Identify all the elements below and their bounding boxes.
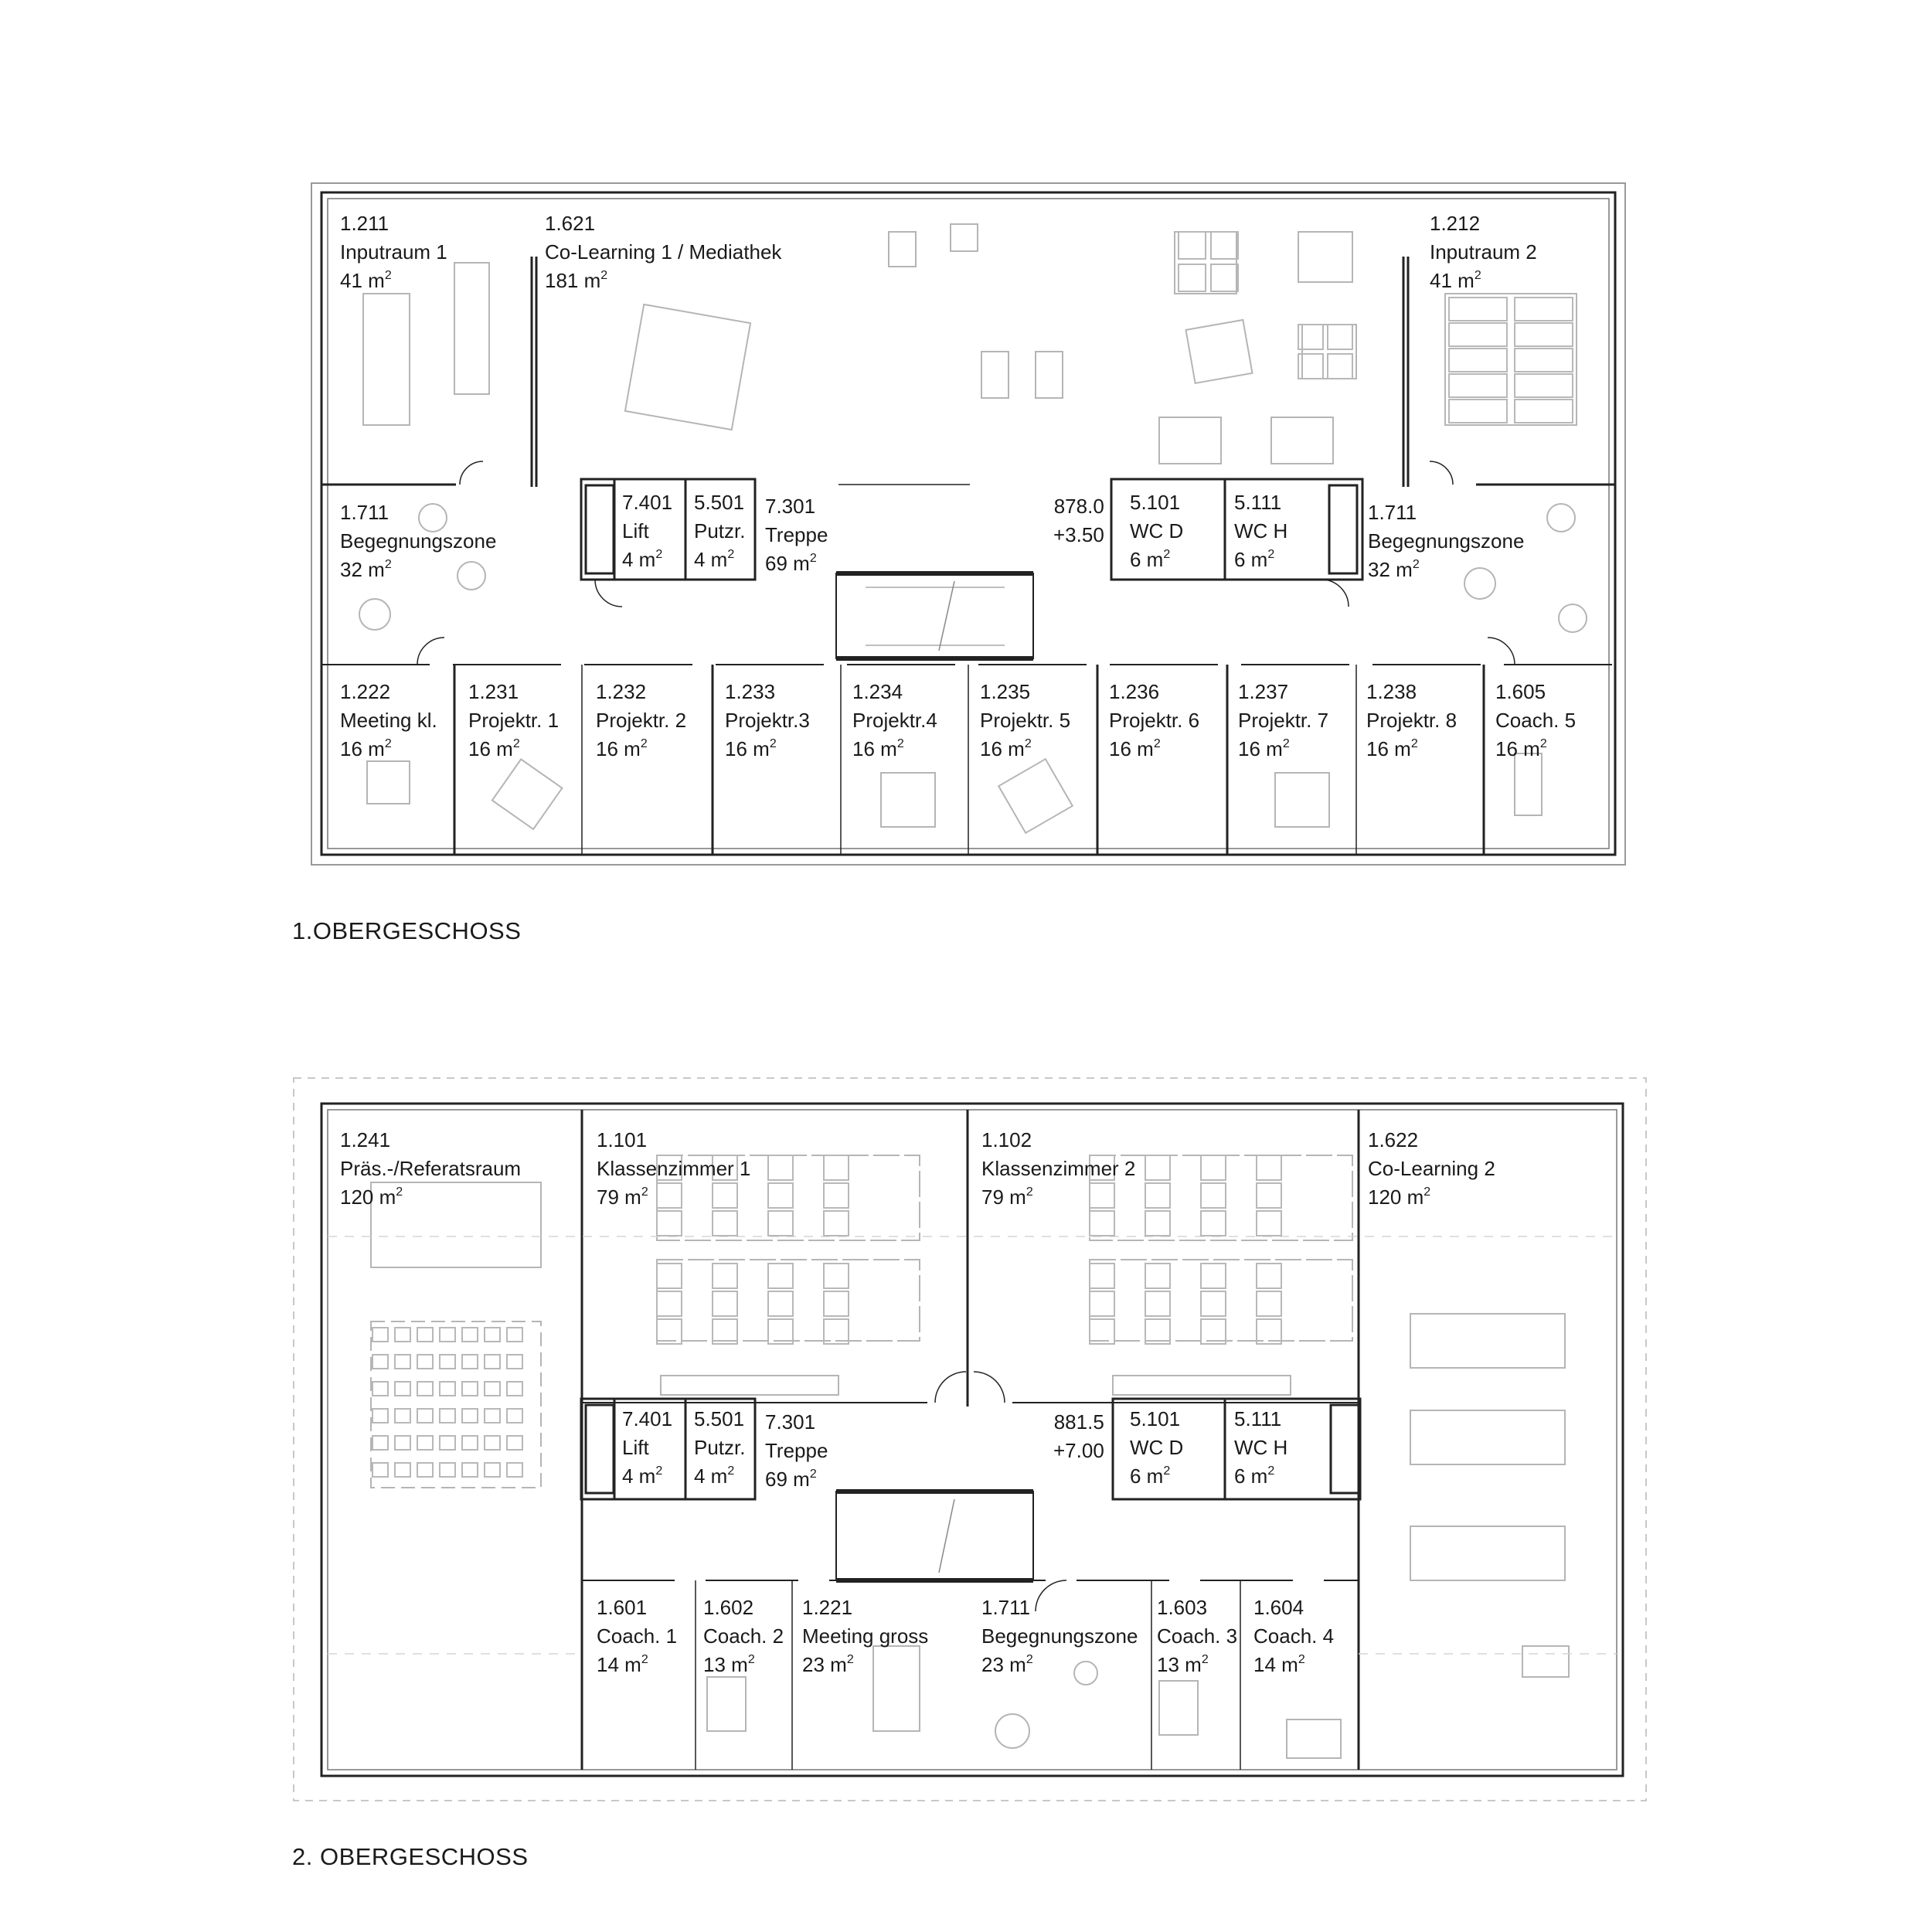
room-1-102 bbox=[981, 1126, 1135, 1212]
room-name: Projektr. 6 bbox=[1109, 709, 1200, 732]
desk bbox=[440, 1328, 455, 1342]
desk bbox=[1145, 1211, 1170, 1236]
room-1-238 bbox=[1366, 678, 1457, 764]
desk bbox=[768, 1155, 793, 1180]
desk bbox=[768, 1211, 793, 1236]
room-area: 6 $m^2$ bbox=[1130, 548, 1171, 571]
room-name: WC H bbox=[1234, 519, 1288, 543]
room-area: 6 $m^2$ bbox=[1130, 1464, 1171, 1488]
desk bbox=[417, 1463, 433, 1477]
room-id: 1.102 bbox=[981, 1128, 1032, 1151]
room-id: 5.111 bbox=[1234, 491, 1282, 514]
room-area: 4 $m^2$ bbox=[622, 1464, 663, 1488]
desk bbox=[395, 1382, 410, 1396]
room-area: 16 $m^2$ bbox=[1495, 737, 1547, 760]
desk bbox=[1515, 374, 1573, 397]
room-1-221 bbox=[802, 1594, 928, 1679]
room-1-711-right bbox=[1368, 498, 1524, 584]
room-area: 79 $m^2$ bbox=[597, 1185, 648, 1209]
room-id: 1.101 bbox=[597, 1128, 648, 1151]
desk bbox=[417, 1409, 433, 1423]
desk bbox=[372, 1355, 388, 1369]
room-id: 1.711 bbox=[340, 501, 389, 524]
room-name: Inputraum 2 bbox=[1430, 240, 1537, 264]
desk bbox=[395, 1355, 410, 1369]
room-id: 1.604 bbox=[1253, 1596, 1304, 1619]
room-id: 1.236 bbox=[1109, 680, 1160, 703]
room-id: 1.711 bbox=[1368, 501, 1417, 524]
room-id: 1.601 bbox=[597, 1596, 648, 1619]
desk bbox=[507, 1409, 522, 1423]
desk bbox=[395, 1328, 410, 1342]
desk bbox=[462, 1382, 478, 1396]
room-name: Präs.-/Referatsraum bbox=[340, 1157, 522, 1180]
room-1-622 bbox=[1368, 1126, 1495, 1212]
room-area: 23 $m^2$ bbox=[802, 1653, 854, 1676]
room-name: Putzr. bbox=[694, 519, 746, 543]
desk bbox=[824, 1183, 849, 1208]
desk bbox=[1211, 264, 1238, 291]
room-id: 1.233 bbox=[725, 680, 776, 703]
desk bbox=[417, 1382, 433, 1396]
desk bbox=[1449, 400, 1507, 423]
room-area: 69 $m^2$ bbox=[765, 552, 817, 575]
room-id: 1.235 bbox=[980, 680, 1031, 703]
room-area: 41 $m^2$ bbox=[340, 269, 392, 292]
room-5-101 bbox=[1130, 488, 1183, 574]
desk bbox=[395, 1436, 410, 1450]
desk bbox=[1449, 323, 1507, 346]
desk bbox=[395, 1463, 410, 1477]
desk bbox=[1257, 1291, 1281, 1316]
room-id: 1.212 bbox=[1430, 212, 1481, 235]
desk bbox=[1201, 1264, 1226, 1288]
desk bbox=[1257, 1264, 1281, 1288]
desk bbox=[1145, 1155, 1170, 1180]
desk bbox=[485, 1355, 500, 1369]
desk bbox=[417, 1328, 433, 1342]
floor-2-furniture bbox=[328, 1155, 1617, 1758]
desk bbox=[462, 1436, 478, 1450]
room-1-212 bbox=[1430, 209, 1537, 295]
room-area: 16 $m^2$ bbox=[468, 737, 520, 760]
room-id: 5.501 bbox=[694, 1407, 745, 1430]
desk bbox=[485, 1328, 500, 1342]
room-7-401 bbox=[622, 488, 672, 574]
room-area: 16 $m^2$ bbox=[852, 737, 904, 760]
room-5-501-f2 bbox=[694, 1405, 745, 1491]
room-id: 1.602 bbox=[703, 1596, 754, 1619]
desk bbox=[1201, 1183, 1226, 1208]
level-code: 878.0 bbox=[1053, 495, 1104, 518]
room-name: WC H bbox=[1234, 1436, 1288, 1459]
room-name: Begegnungszone bbox=[1368, 529, 1525, 553]
room-1-711-f2 bbox=[981, 1594, 1138, 1679]
room-name: Putzr. bbox=[694, 1436, 746, 1459]
room-name: Lift bbox=[622, 519, 649, 543]
desk bbox=[440, 1409, 455, 1423]
room-area: 4 $m^2$ bbox=[622, 548, 663, 571]
room-name: Meeting gross bbox=[802, 1624, 929, 1648]
desk bbox=[1515, 400, 1573, 423]
desk bbox=[440, 1355, 455, 1369]
room-area: 14 $m^2$ bbox=[597, 1653, 648, 1676]
room-name: Klassenzimmer 1 bbox=[597, 1157, 751, 1180]
desk bbox=[1179, 264, 1206, 291]
room-name: Coach. 4 bbox=[1253, 1624, 1335, 1648]
room-id: 1.231 bbox=[468, 680, 519, 703]
room-id: 7.401 bbox=[622, 491, 673, 514]
floor-2-title: 2. OBERGESCHOSS bbox=[292, 1843, 529, 1870]
room-id: 1.621 bbox=[545, 212, 596, 235]
room-area: 120 $m^2$ bbox=[1368, 1185, 1431, 1209]
room-area: 16 $m^2$ bbox=[725, 737, 777, 760]
desk bbox=[1257, 1211, 1281, 1236]
desk bbox=[1201, 1155, 1226, 1180]
room-1-711-left bbox=[340, 498, 496, 584]
room-1-621 bbox=[545, 209, 781, 295]
room-area: 14 $m^2$ bbox=[1253, 1653, 1305, 1676]
room-name: Treppe bbox=[765, 523, 828, 546]
desk bbox=[713, 1211, 737, 1236]
room-1-101 bbox=[597, 1126, 750, 1212]
desk bbox=[462, 1328, 478, 1342]
desk bbox=[507, 1463, 522, 1477]
room-name: Coach. 3 bbox=[1157, 1624, 1238, 1648]
desk bbox=[1449, 298, 1507, 321]
desk bbox=[1090, 1211, 1114, 1236]
room-1-232 bbox=[596, 678, 686, 764]
desk bbox=[1211, 232, 1238, 259]
room-name: Projektr. 1 bbox=[468, 709, 560, 732]
room-area: 13 $m^2$ bbox=[1157, 1653, 1209, 1676]
room-area: 6 $m^2$ bbox=[1234, 548, 1275, 571]
desk bbox=[1257, 1155, 1281, 1180]
room-area: 13 $m^2$ bbox=[703, 1653, 755, 1676]
desk bbox=[824, 1264, 849, 1288]
room-5-101-f2 bbox=[1130, 1405, 1183, 1491]
desk bbox=[1515, 298, 1573, 321]
room-name: Projektr.3 bbox=[725, 709, 810, 732]
room-area: 32 $m^2$ bbox=[340, 558, 392, 581]
room-name: Begegnungszone bbox=[981, 1624, 1138, 1648]
room-name: Coach. 2 bbox=[703, 1624, 784, 1648]
room-1-211 bbox=[340, 209, 447, 295]
room-5-111-f2 bbox=[1234, 1405, 1287, 1491]
room-name: Lift bbox=[622, 1436, 649, 1459]
room-area: 4 $m^2$ bbox=[694, 1464, 735, 1488]
desk bbox=[462, 1355, 478, 1369]
room-area: 69 $m^2$ bbox=[765, 1468, 817, 1491]
desk bbox=[372, 1436, 388, 1450]
room-name: Co-Learning 2 bbox=[1368, 1157, 1495, 1180]
desk bbox=[507, 1355, 522, 1369]
room-id: 1.605 bbox=[1495, 680, 1546, 703]
room-area: 4 $m^2$ bbox=[694, 548, 735, 571]
room-1-222 bbox=[340, 678, 437, 764]
room-area: 16 $m^2$ bbox=[980, 737, 1032, 760]
room-area: 16 $m^2$ bbox=[596, 737, 648, 760]
desk bbox=[713, 1264, 737, 1288]
room-id: 7.301 bbox=[765, 495, 816, 518]
desk bbox=[1201, 1211, 1226, 1236]
room-id: 1.238 bbox=[1366, 680, 1417, 703]
desk bbox=[657, 1264, 682, 1288]
desk bbox=[485, 1463, 500, 1477]
desk bbox=[824, 1291, 849, 1316]
room-id: 5.501 bbox=[694, 491, 745, 514]
room-name: Begegnungszone bbox=[340, 529, 497, 553]
desk bbox=[657, 1211, 682, 1236]
desk bbox=[507, 1328, 522, 1342]
desk bbox=[1257, 1183, 1281, 1208]
room-name: Projektr. 7 bbox=[1238, 709, 1329, 732]
desk bbox=[507, 1382, 522, 1396]
desk bbox=[1328, 325, 1352, 349]
desk bbox=[372, 1328, 388, 1342]
room-1-236 bbox=[1109, 678, 1199, 764]
room-name: Co-Learning 1 / Mediathek bbox=[545, 240, 782, 264]
desk bbox=[372, 1463, 388, 1477]
room-id: 1.232 bbox=[596, 680, 647, 703]
room-area: 32 $m^2$ bbox=[1368, 558, 1420, 581]
desk bbox=[440, 1463, 455, 1477]
desk bbox=[768, 1264, 793, 1288]
room-id: 1.241 bbox=[340, 1128, 391, 1151]
room-1-603 bbox=[1157, 1594, 1237, 1679]
room-1-231 bbox=[468, 678, 559, 764]
desk bbox=[1328, 354, 1352, 379]
desk bbox=[824, 1155, 849, 1180]
level-code: 881.5 bbox=[1053, 1410, 1104, 1434]
room-1-233 bbox=[725, 678, 810, 764]
room-id: 1.211 bbox=[340, 212, 389, 235]
room-name: Klassenzimmer 2 bbox=[981, 1157, 1136, 1180]
desk bbox=[417, 1436, 433, 1450]
room-name: Coach. 1 bbox=[597, 1624, 678, 1648]
room-area: 6 $m^2$ bbox=[1234, 1464, 1275, 1488]
room-1-605 bbox=[1495, 678, 1576, 764]
desk bbox=[395, 1409, 410, 1423]
desk bbox=[507, 1436, 522, 1450]
room-id: 1.622 bbox=[1368, 1128, 1419, 1151]
floor-1-title: 1.OBERGESCHOSS bbox=[292, 917, 522, 944]
room-1-601 bbox=[597, 1594, 677, 1679]
level-marker bbox=[1053, 492, 1104, 549]
room-name: WC D bbox=[1130, 519, 1184, 543]
room-area: 79 $m^2$ bbox=[981, 1185, 1033, 1209]
level-marker-f2 bbox=[1053, 1408, 1104, 1465]
desk bbox=[485, 1382, 500, 1396]
room-area: 16 $m^2$ bbox=[1109, 737, 1161, 760]
room-area: 16 $m^2$ bbox=[340, 737, 392, 760]
desk bbox=[462, 1409, 478, 1423]
room-name: Coach. 5 bbox=[1495, 709, 1577, 732]
room-1-604 bbox=[1253, 1594, 1334, 1679]
room-7-301-f2 bbox=[765, 1408, 828, 1494]
desk bbox=[485, 1436, 500, 1450]
desk bbox=[1145, 1264, 1170, 1288]
room-area: 16 $m^2$ bbox=[1366, 737, 1418, 760]
room-5-111 bbox=[1234, 488, 1287, 574]
desk bbox=[824, 1211, 849, 1236]
room-id: 5.111 bbox=[1234, 1407, 1282, 1430]
room-name: Projektr. 5 bbox=[980, 709, 1071, 732]
desk bbox=[462, 1463, 478, 1477]
desk bbox=[1145, 1183, 1170, 1208]
room-7-401-f2 bbox=[622, 1405, 672, 1491]
room-area: 181 $m^2$ bbox=[545, 269, 608, 292]
room-name: Inputraum 1 bbox=[340, 240, 447, 264]
room-5-501 bbox=[694, 488, 745, 574]
desk bbox=[440, 1436, 455, 1450]
desk bbox=[1090, 1291, 1114, 1316]
room-area: 23 $m^2$ bbox=[981, 1653, 1033, 1676]
desk bbox=[417, 1355, 433, 1369]
room-name: Treppe bbox=[765, 1439, 828, 1462]
room-1-234 bbox=[852, 678, 937, 764]
desk bbox=[1449, 349, 1507, 372]
room-7-301 bbox=[765, 492, 828, 578]
room-id: 1.603 bbox=[1157, 1596, 1208, 1619]
desk bbox=[768, 1183, 793, 1208]
room-id: 1.234 bbox=[852, 680, 903, 703]
desk bbox=[1090, 1264, 1114, 1288]
desk bbox=[768, 1291, 793, 1316]
desk bbox=[1515, 349, 1573, 372]
desk bbox=[372, 1409, 388, 1423]
desk bbox=[440, 1382, 455, 1396]
room-1-235 bbox=[980, 678, 1070, 764]
room-id: 1.221 bbox=[802, 1596, 853, 1619]
level-height: +7.00 bbox=[1053, 1439, 1104, 1462]
room-id: 7.401 bbox=[622, 1407, 673, 1430]
room-area: 120 $m^2$ bbox=[340, 1185, 403, 1209]
room-1-602 bbox=[703, 1594, 784, 1679]
room-area: 41 $m^2$ bbox=[1430, 269, 1481, 292]
room-area: 16 $m^2$ bbox=[1238, 737, 1290, 760]
room-name: Projektr.4 bbox=[852, 709, 937, 732]
room-1-237 bbox=[1238, 678, 1328, 764]
room-id: 1.237 bbox=[1238, 680, 1289, 703]
room-name: Projektr. 2 bbox=[596, 709, 687, 732]
desk bbox=[1201, 1291, 1226, 1316]
desk bbox=[1179, 232, 1206, 259]
desk bbox=[485, 1409, 500, 1423]
room-1-241 bbox=[340, 1126, 521, 1212]
level-height: +3.50 bbox=[1053, 523, 1104, 546]
desk bbox=[1515, 323, 1573, 346]
room-name: Projektr. 8 bbox=[1366, 709, 1458, 732]
desk bbox=[1449, 374, 1507, 397]
desk bbox=[1145, 1291, 1170, 1316]
desk bbox=[713, 1291, 737, 1316]
room-name: WC D bbox=[1130, 1436, 1184, 1459]
room-id: 7.301 bbox=[765, 1410, 816, 1434]
room-name: Meeting kl. bbox=[340, 709, 437, 732]
room-id: 5.101 bbox=[1130, 491, 1181, 514]
room-id: 5.101 bbox=[1130, 1407, 1181, 1430]
desk bbox=[657, 1291, 682, 1316]
room-id: 1.222 bbox=[340, 680, 391, 703]
room-id: 1.711 bbox=[981, 1596, 1031, 1619]
desk bbox=[372, 1382, 388, 1396]
